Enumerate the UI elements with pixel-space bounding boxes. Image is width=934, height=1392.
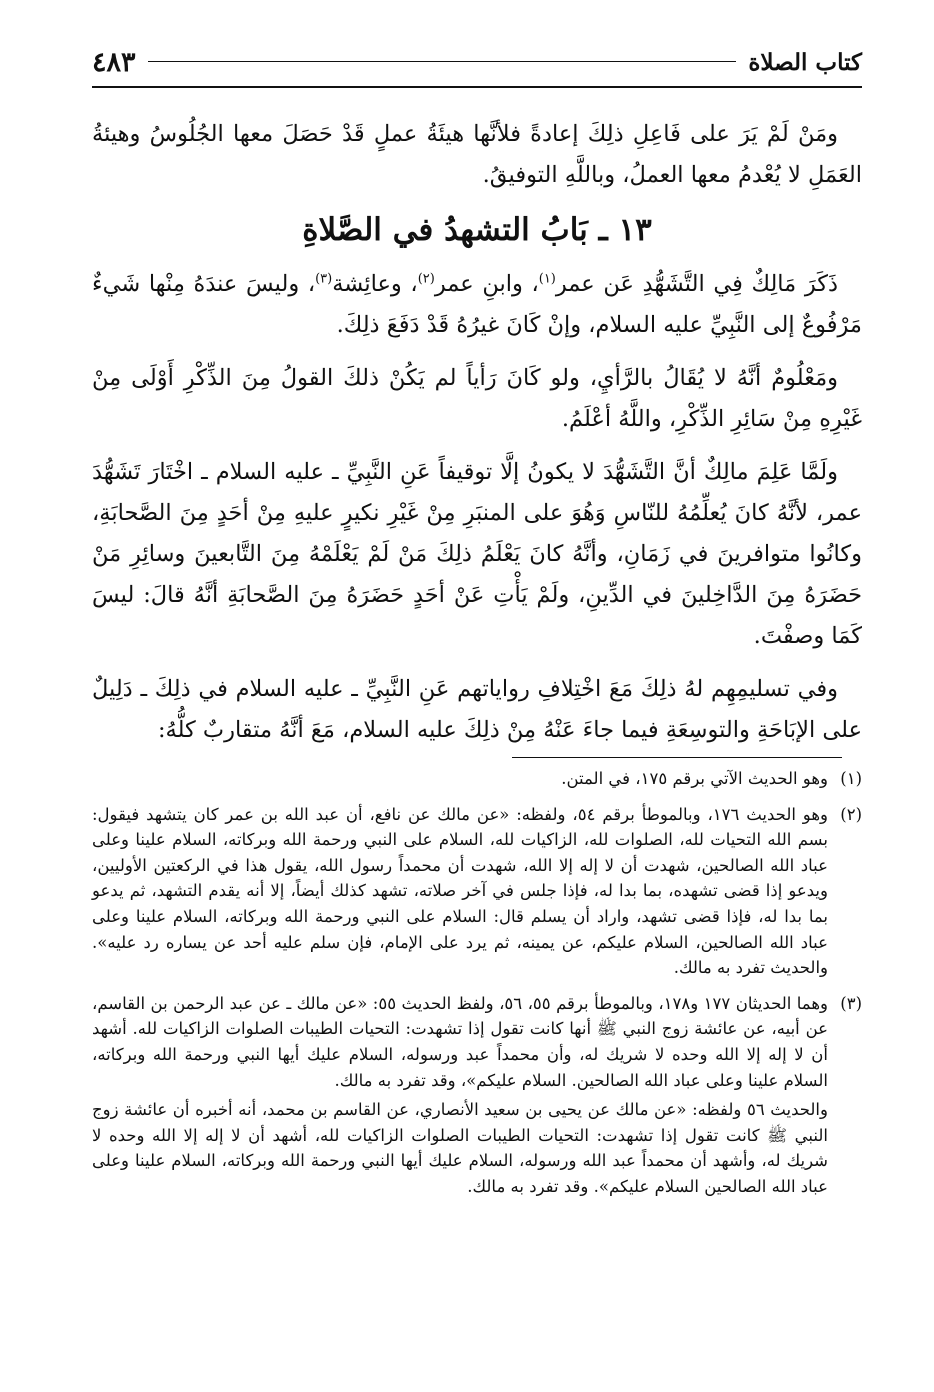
chapter-heading: ١٣ ـ بَابُ التشهدُ في الصَّلاةِ: [302, 212, 652, 248]
footnote-number: (١): [840, 769, 862, 788]
paragraph: ومَنْ لَمْ يَرَ على فَاعِلِ ذلِكَ إعادةً فلأنَّها هيئَةُ عملٍ قَدْ حَصَلَ معها الجُلُوسُ وهيئةُ العَمَلِ لا يُعْدمُ معها العملُ، وباللَّهِ التوفيقُ.: [92, 121, 862, 188]
footnote: [92, 802, 862, 985]
footnote-ref-3: (٣): [315, 271, 333, 287]
footnote-text: وهما الحديثان ١٧٧ و١٧٨، وبالموطأ برقم ٥٥، ٥٦، ولفظ الحديث ٥٥: «عن مالك ـ عن عبد الرحمن بن القاسم، عن أبيه، عن عائشة زوج النبي ﷺ أنها كانت تقول إذا تشهدت: التحيات الطيبات الصلوات الزاكيات لله. أشهد أن لا إله إلا الله وحده لا شريك له، وأن محمداً عبد ورسوله، السلام عليك أيها النبي ورحمة الله وبركاته، السلام علينا وعلى عباد الله الصالحين. السلام عليكم»، وقد تفرد به مالك.: [92, 993, 829, 1090]
footnote: [92, 766, 862, 796]
footnote-number: (٢): [840, 804, 862, 824]
page-header: [92, 38, 862, 88]
paragraph: ولَمَّا عَلِمَ مالِكٌ أنَّ التَّشَهُّدَ لا يكونُ إلَّا توقيفاً عَنِ النَّبِيِّ ـ عليه السلام ـ اخْتَارَ تَشَهُّدَ عمر، لأنَّهُ كانَ يُعلِّمُهُ للنّاسِ وَهُوَ على المنبَرِ مِنْ غَيْرِ نكيرٍ عليهِ مِنْ أحَدٍ مِنَ الصَّحابَةِ، وكانُوا متوافرينَ في زَمَانِ، وأنَّهُ كانَ يَعْلَمُ ذلِكَ مَنْ لَمْ يَعْلَمْهُ مِنَ التَّابعينَ وسائِرِ مَنْ حَضَرَهُ مِنَ الدَّاخِلينَ في الدِّينِ، ولَمْ يَأْتِ عَنْ أحَدٍ حَضَرَهُ مِنَ الصَّحابَةِ أنَّهُ قالَ: ليسَ كَمَا وصفْتَ.: [92, 459, 862, 649]
main-text: [92, 114, 862, 763]
footnote: [92, 991, 862, 1204]
header-rule: [148, 61, 737, 62]
running-title: كتاب الصلاة: [748, 49, 862, 76]
footnote-divider: [512, 757, 842, 758]
text-segment: ، وعائِشة: [332, 271, 418, 297]
paragraph: ومَعْلُومٌ أنَّهُ لا يُقَالُ بالرَّأيِ، ولو كَانَ رَأياً لم يَكُنْ ذلكَ القولُ مِنَ الذِّكْرِ أَوْلَى مِنْ غَيْرِهِ مِنْ سَائِرِ الذِّكْرِ، واللَّهُ أعْلَمُ.: [92, 365, 862, 432]
paragraph: وفي تسليمِهِم لهُ ذلِكَ مَعَ اخْتِلافِ رواياتهم عَنِ النَّبِيِّ ـ عليه السلام في ذلِكَ ـ دَلِيلٌ على الإبَاحَةِ والتوسِعَةِ فيما جاءَ عَنْهُ مِنْ ذلِكَ عليه السلام، مَعَ أنَّهُ متقاربٌ كلُّهُ:: [92, 676, 862, 743]
footnotes: [92, 766, 862, 1210]
footnote-text: وهو الحديث الآتي برقم ١٧٥، في المتن.: [561, 769, 828, 788]
text-segment: ذَكَرَ مَالِكٌ فِي التَّشَهُّدِ عَن عمر: [555, 271, 839, 297]
text-segment: ، وليسَ عندَهُ مِنْها شَيءٌ مَرْفُوعٌ إلى النَّبِيِّ عليه السلام، وإنْ كَانَ غيرُهُ قَدْ دَفَعَ ذلِكَ.: [92, 271, 862, 338]
footnote-number: (٣): [840, 993, 862, 1013]
footnote-text: والحديث ٥٦ ولفظه: «عن مالك عن يحيى بن سعيد الأنصاري، عن القاسم بن محمد، أنه أخبره أن عائشة زوج النبي ﷺ كانت تقول إذا تشهدت: التحيات الطيبات الصلوات الزاكيات لله، أشهد أن لا إله إلا الله وحده لا شريك له، وأشهد أن محمداً عبد الله ورسوله، السلام عليك أيها النبي ورحمة الله وبركاته، السلام علينا وعلى عباد الله الصالحين السلام عليكم». وقد تفرد به مالك.: [92, 1100, 828, 1196]
footnote-ref-2: (٢): [417, 271, 435, 287]
footnote-ref-1: (١): [538, 271, 556, 287]
paragraph: [92, 264, 862, 346]
text-segment: ، وابنِ عمر: [434, 271, 539, 297]
footnote-text: وهو الحديث ١٧٦، وبالموطأ برقم ٥٤، ولفظه: «عن مالك عن نافع، أن عبد الله بن عمر كان يتشهد فيقول: بسم الله التحيات لله، الصلوات لله، الزاكيات لله، السلام على النبي ورحمة الله وبركاته، السلام علينا وعلى عباد الله الصالحين، شهدت أن لا إله إلا الله، شهدت أن محمداً رسول الله، يقول هذا في الركعتين الأوليين، ويدعو إذا قضى تشهده، بما بدا له، فإذا جلس في آخر صلاته، تشهد كذلك أيضاً، إلا أنه يقدم التشهد، ثم يدعو بما بدا له، فإذا قضى تشهد، واراد أن يسلم قال: السلام على النبي ورحمة الله وبركاته، السلام علينا وعلى عباد الله الصالحين، السلام عليكم، عن يمينه، ثم يرد على الإمام، فإن سلم عليه أحد عن يساره رد عليه». والحديث تفرد به مالك.: [92, 804, 828, 978]
page-number: ٤٨٣: [92, 47, 136, 78]
